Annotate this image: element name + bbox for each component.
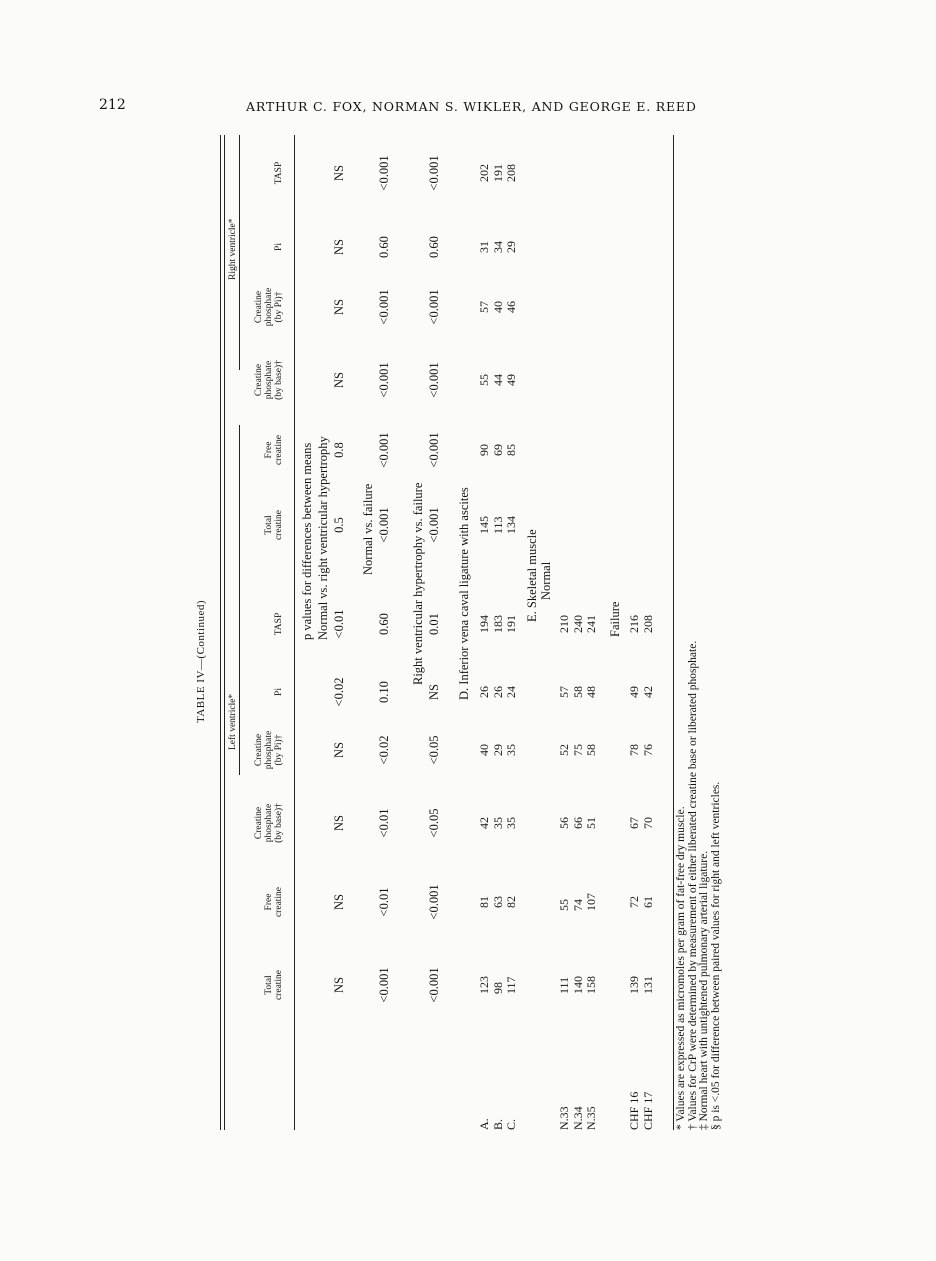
col-crp-base-left: Creatine phosphate (by base)† [254,803,284,843]
section-e-heading: E. Skeletal muscle [525,529,539,622]
p-right-3-free: <0.001 [427,432,441,468]
e-normal-tasp: 210 240 241 [557,615,598,633]
d-right-total: 145 113 134 [477,516,518,534]
p-right-3-crp-base: <0.001 [427,362,441,398]
p-left-1-crp-pi: NS [332,742,346,758]
section-d-labels: A. B. C. [477,1118,518,1130]
p-right-2-crp-pi: <0.001 [377,289,391,325]
p-right-2-total: <0.001 [377,507,391,543]
d-left-pi: 26 26 24 [477,686,518,698]
p-left-2-crp-base: <0.01 [377,808,391,838]
col-pi-right: Pi [274,243,284,251]
p-left-1-total: NS [332,977,346,993]
d-left-crp-base: 42 35 35 [477,817,518,829]
left-group-rule [239,425,240,775]
p-right-1-free: 0.8 [332,442,346,458]
d-left-tasp: 194 183 191 [477,615,518,633]
col-tasp-right: TASP [274,161,284,185]
p-left-1-tasp: <0.01 [332,609,346,639]
d-right-crp-pi: 57 40 46 [477,301,518,313]
p-right-2-crp-base: <0.001 [377,362,391,398]
comparison-label-3: Right ventricular hypertrophy vs. failure [411,482,425,685]
rotated-table [195,135,722,1130]
e-failure-total: 139 131 [627,976,655,994]
p-left-3-crp-pi: <0.05 [427,735,441,765]
p-left-1-pi: <0.02 [332,677,346,707]
comparison-label-2: Normal vs. failure [361,483,375,575]
p-left-2-pi: 0.10 [377,681,391,703]
col-total-creatine-left: Total creatine [264,969,284,1001]
p-left-3-pi: NS [427,684,441,700]
p-left-1-free: NS [332,894,346,910]
p-left-3-total: <0.001 [427,967,441,1003]
footnote-2: † Values for CrP were determined by measurement of either liberated creatine base or liberated phosphate. [686,640,699,1130]
e-failure-free: 72 61 [627,896,655,908]
page-number: 212 [99,97,126,113]
d-right-pi: 31 34 29 [477,241,518,253]
comparison-label-1: Normal vs. right ventricular hypertrophy [316,436,330,640]
e-normal-total: 111 140 158 [557,976,598,994]
failure-labels: CHF 16 CHF 17 [627,1091,655,1130]
col-free-creatine-left: Free creatine [264,886,284,918]
p-right-2-tasp: <0.001 [377,155,391,191]
p-left-2-tasp: 0.60 [377,613,391,635]
table-title: TABLE IV—(Continued) [195,599,207,723]
p-right-2-pi: 0.60 [377,236,391,258]
p-right-3-pi: 0.60 [427,236,441,258]
e-failure-crp-base: 67 70 [627,817,655,829]
col-crp-pi-left: Creatine phosphate (by Pi)† [254,730,284,770]
right-group-rule [239,135,240,370]
p-left-2-total: <0.001 [377,967,391,1003]
footnote-1: * Values are expressed as micromoles per gram of fat-free dry muscle. [675,806,687,1130]
d-right-free: 90 69 85 [477,444,518,456]
p-right-1-pi: NS [332,239,346,255]
section-d-heading: D. Inferior vena caval ligature with ascites [457,487,471,700]
right-ventricle-header: Right ventricle* [228,218,238,280]
col-free-creatine-right: Free creatine [264,434,284,466]
p-left-1-crp-base: NS [332,815,346,831]
col-pi-left: Pi [274,688,284,696]
normal-heading: Normal [539,561,553,600]
e-failure-crp-pi: 78 76 [627,744,655,756]
d-right-tasp: 202 191 208 [477,164,518,182]
p-left-2-free: <0.01 [377,887,391,917]
top-rule-1 [220,135,221,1130]
col-crp-pi-right: Creatine phosphate (by Pi)† [254,287,284,327]
col-total-creatine-right: Total creatine [264,509,284,541]
normal-labels: N.33 N.34 N.35 [557,1106,598,1130]
d-left-free: 81 63 82 [477,896,518,908]
d-right-crp-base: 55 44 49 [477,374,518,386]
p-left-3-free: <0.001 [427,884,441,920]
top-rule-2 [224,135,225,1130]
p-left-2-crp-pi: <0.02 [377,735,391,765]
running-head: ARTHUR C. FOX, NORMAN S. WIKLER, AND GEORGE E. REED [246,99,697,114]
p-right-1-total: 0.5 [332,517,346,533]
column-head-rule [294,135,295,1130]
left-ventricle-header: Left ventricle* [228,693,238,750]
footnote-4: § p is <.05 for difference between paired values for right and left ventricles. [709,781,722,1130]
footnotes [676,641,722,1130]
p-right-3-total: <0.001 [427,507,441,543]
p-right-1-crp-pi: NS [332,299,346,315]
bottom-rule [673,135,674,1130]
e-normal-pi: 57 58 48 [557,686,598,698]
e-normal-crp-pi: 52 75 58 [557,744,598,756]
p-left-3-crp-base: <0.05 [427,808,441,838]
p-right-2-free: <0.001 [377,432,391,468]
failure-heading: Failure [608,601,622,637]
e-normal-free: 55 74 107 [557,893,598,911]
p-right-3-tasp: <0.001 [427,155,441,191]
col-tasp-left: TASP [274,612,284,636]
d-left-total: 123 98 117 [477,976,518,994]
col-crp-base-right: Creatine phosphate (by base)† [254,360,284,400]
e-failure-pi: 49 42 [627,686,655,698]
p-left-3-tasp: 0.01 [427,613,441,635]
p-right-1-tasp: NS [332,165,346,181]
d-left-crp-pi: 40 29 35 [477,744,518,756]
p-values-heading: p values for differences between means [300,442,314,640]
e-failure-tasp: 216 208 [627,615,655,633]
p-right-3-crp-pi: <0.001 [427,289,441,325]
e-normal-crp-base: 56 66 51 [557,817,598,829]
p-right-1-crp-base: NS [332,372,346,388]
footnote-3: ‡ Normal heart with untightened pulmonary arterial ligature. [698,850,710,1130]
